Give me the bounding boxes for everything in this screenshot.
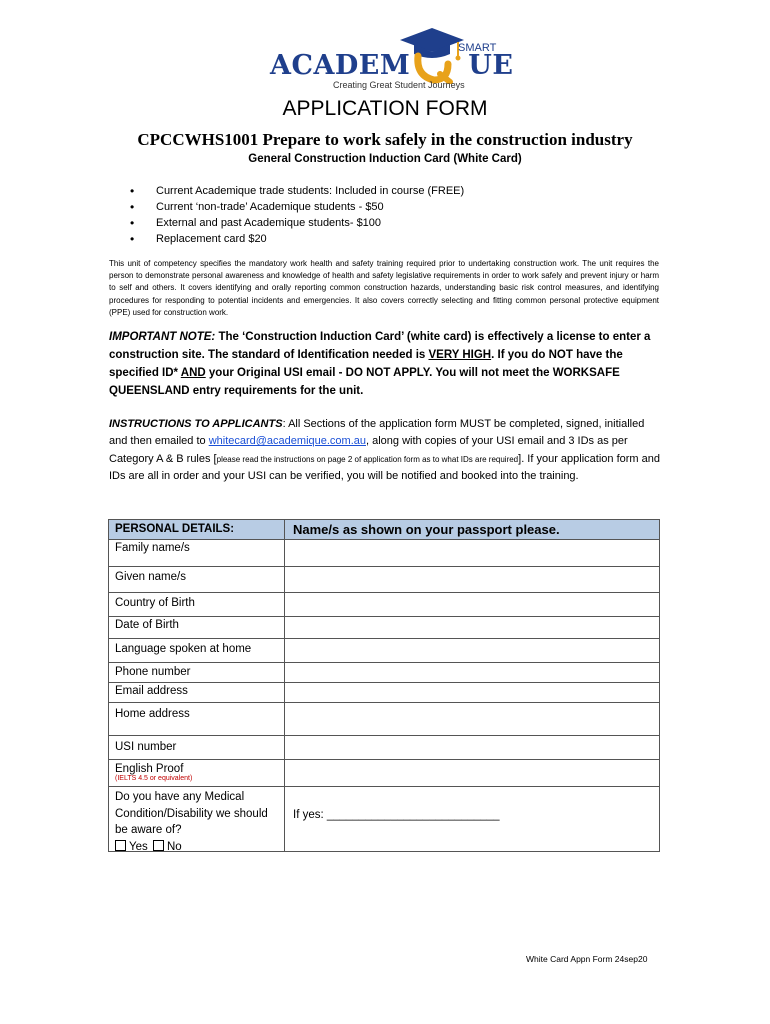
note-text: your Original USI email - DO NOT APPLY. You will not meet the WORKSAFE QUEENSLAND entry requirements for the unit.	[109, 367, 620, 397]
language-field[interactable]	[285, 639, 659, 662]
table-row	[109, 702, 659, 735]
note-text: . If you do NOT have the specified ID*	[109, 349, 623, 379]
note-lead: IMPORTANT NOTE:	[109, 331, 216, 343]
fee-item: • External and past Academique students- $100	[130, 215, 464, 231]
no-checkbox[interactable]	[153, 840, 164, 851]
note-emphasis: VERY HIGH	[428, 349, 492, 361]
logo-tagline: Creating Great Student Journeys	[333, 80, 465, 90]
form-title: APPLICATION FORM	[282, 97, 488, 120]
card-title: General Construction Induction Card (White Card)	[248, 153, 522, 165]
personal-details-table	[108, 519, 660, 852]
medical-question: Do you have any Medical Condition/Disability we should be aware of?	[115, 791, 268, 836]
table-header-row	[109, 520, 659, 539]
table-row	[109, 786, 659, 851]
medical-details-field[interactable]	[285, 787, 659, 851]
english-proof-label	[109, 760, 285, 786]
email-label: Email address	[109, 683, 285, 702]
table-row	[109, 566, 659, 592]
logo-wordmark: ACADEM UE	[270, 50, 514, 81]
table-row	[109, 735, 659, 759]
home-address-field[interactable]	[285, 703, 659, 735]
yes-checkbox[interactable]	[115, 840, 126, 851]
family-name-label: Family name/s	[109, 540, 285, 566]
country-of-birth-field[interactable]	[285, 593, 659, 616]
given-name-label: Given name/s	[109, 567, 285, 592]
table-row	[109, 638, 659, 662]
table-row	[109, 539, 659, 566]
english-proof-field[interactable]	[285, 760, 659, 786]
home-address-label: Home address	[109, 703, 285, 735]
instructions	[109, 416, 661, 485]
english-proof-text: English Proof	[115, 763, 184, 775]
usi-number-label: USI number	[109, 736, 285, 759]
instructions-text: , along with copies of your USI email and 3 IDs as per Category A & B rules [	[109, 435, 628, 465]
instructions-lead: INSTRUCTIONS TO APPLICANTS	[109, 418, 283, 430]
yes-label: Yes	[129, 840, 148, 853]
footer-form-id: White Card Appn Form 24sep20	[526, 954, 648, 964]
instructions-small-text: please read the instructions on page 2 of application form as to what IDs are required	[216, 454, 519, 464]
country-of-birth-label: Country of Birth	[109, 593, 285, 616]
fee-item: • Current Academique trade students: Included in course (FREE)	[130, 183, 464, 199]
english-proof-hint: (IELTS 4.5 or equivalent)	[115, 775, 193, 782]
fee-list	[130, 183, 464, 247]
academique-logo	[268, 22, 514, 94]
date-of-birth-field[interactable]	[285, 617, 659, 638]
table-row	[109, 616, 659, 638]
no-label: No	[166, 840, 182, 853]
language-label: Language spoken at home	[109, 639, 285, 662]
important-note	[109, 328, 659, 400]
table-row	[109, 592, 659, 616]
date-of-birth-label: Date of Birth	[109, 617, 285, 638]
note-text: The ‘Construction Induction Card’ (white card) is effectively a license to enter a construction site. The standard of Identification needed is	[109, 331, 651, 361]
fee-item: • Replacement card $20	[130, 231, 464, 247]
given-name-field[interactable]	[285, 567, 659, 592]
instructions-text: : All Sections of the application form MUST be completed, signed, initialled and then emailed to	[109, 418, 645, 448]
phone-label: Phone number	[109, 663, 285, 682]
email-field[interactable]	[285, 683, 659, 702]
fee-item: • Current ‘non-trade’ Academique students - $50	[130, 199, 464, 215]
logo-smart-label: SMART	[458, 42, 497, 54]
table-row	[109, 662, 659, 682]
if-yes-label: If yes: ___________________________	[293, 809, 500, 821]
passport-names-heading: Name/s as shown on your passport please.	[293, 522, 560, 537]
email-link[interactable]: whitecard@academique.com.au	[208, 435, 366, 448]
note-emphasis: AND	[180, 367, 206, 379]
unit-description: This unit of competency specifies the mandatory work health and safety training required prior to undertaking construction work. The unit requires the person to demonstrate personal awareness and knowledge of health and safety legislative requirements in order to work safely and prevent injury or harm to self and others. It covers identifying and orally reporting common construction hazards, understanding basic risk control measures, and identifying procedures for responding to potential incidents and emergencies. It also covers correctly selecting and fitting common personal protective equipment (PPE) used for construction work.	[109, 259, 659, 317]
unit-title: CPCCWHS1001 Prepare to work safely in the construction industry	[137, 130, 633, 149]
table-row	[109, 682, 659, 702]
table-row	[109, 759, 659, 786]
usi-number-field[interactable]	[285, 736, 659, 759]
instructions-text: ]. If your application form and IDs are all in order and your USI can be verified, you will be notified and booked into the training.	[109, 452, 660, 482]
phone-field[interactable]	[285, 663, 659, 682]
personal-details-heading: PERSONAL DETAILS:	[109, 520, 285, 539]
family-name-field[interactable]	[285, 540, 659, 566]
medical-condition-label	[109, 787, 285, 851]
